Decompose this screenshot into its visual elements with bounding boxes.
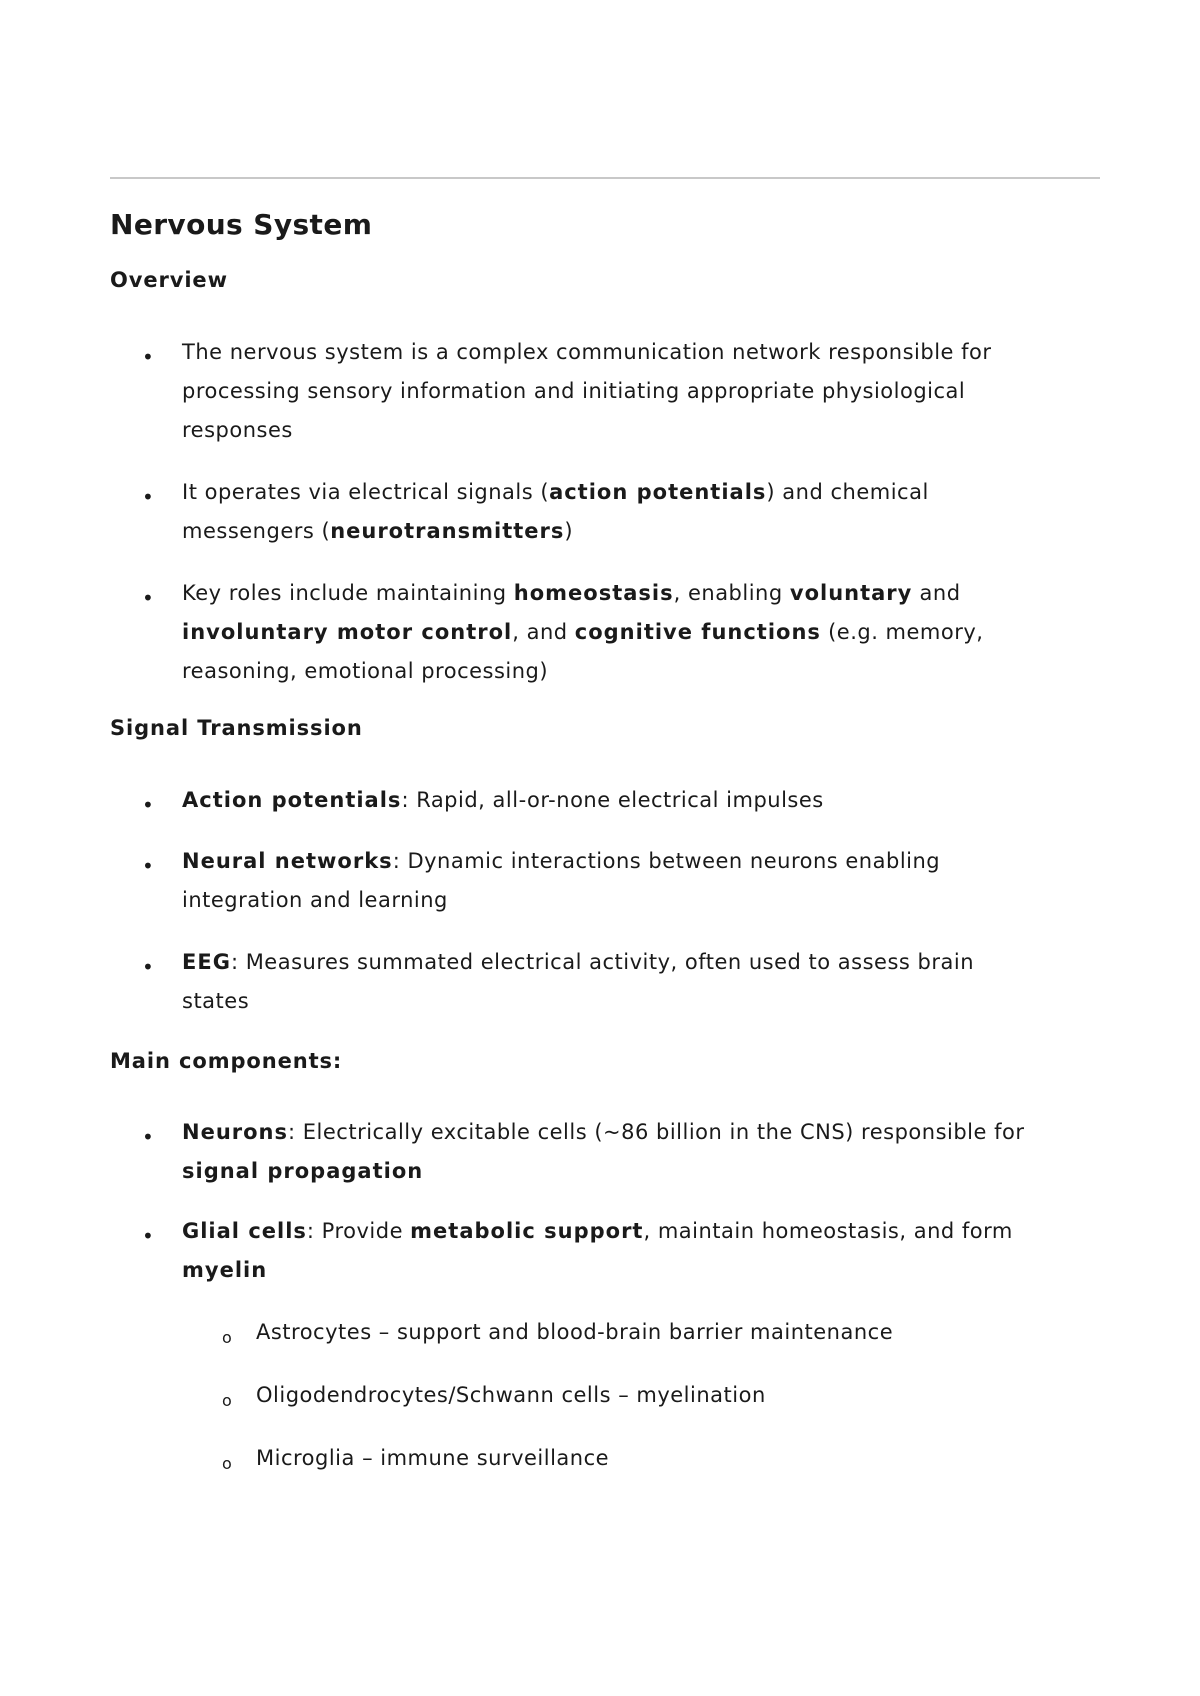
section-heading: Main components:: [110, 1049, 343, 1073]
list-item-line: [182, 781, 1082, 820]
subbullet-icon: o: [222, 1454, 232, 1473]
list-item: [182, 842, 1082, 920]
list-item-line: [182, 842, 1082, 881]
list-item: [182, 1113, 1082, 1191]
list-item: [182, 943, 1082, 1021]
text-run: : Measures summated electrical activity, often used to assess brain: [230, 950, 974, 974]
text-run: processing sensory information and initiating appropriate physiological: [182, 379, 966, 403]
text-run: Key roles include maintaining: [182, 581, 514, 605]
bullet-icon: •: [142, 854, 154, 878]
bullet-icon: •: [142, 345, 154, 369]
text-run: : Provide: [306, 1219, 411, 1243]
bullet-icon: •: [142, 1125, 154, 1149]
text-run: (e.g. memory,: [820, 620, 984, 644]
text-run: : Dynamic interactions between neurons enabling: [392, 849, 941, 873]
bold-term: metabolic support: [410, 1219, 644, 1243]
list-item-line: [182, 512, 1082, 551]
list-item-line: [182, 1212, 1082, 1251]
bold-term: signal propagation: [182, 1159, 424, 1183]
text-run: : Electrically excitable cells (~86 billion in the CNS) responsible for: [288, 1120, 1025, 1144]
text-run: messengers (: [182, 519, 331, 543]
list-item-line: [182, 1152, 1082, 1191]
list-item: [182, 333, 1082, 450]
list-item: [182, 473, 1082, 551]
sub-list-item: Microglia – immune surveillance: [256, 1446, 610, 1470]
bold-term: cognitive functions: [574, 620, 821, 644]
list-item-line: [182, 613, 1082, 652]
list-item-line: [182, 333, 1082, 372]
bullet-icon: •: [142, 485, 154, 509]
sub-list-item: Oligodendrocytes/Schwann cells – myelination: [256, 1383, 766, 1407]
text-run: ) and chemical: [766, 480, 929, 504]
bullet-icon: •: [142, 955, 154, 979]
bullet-icon: •: [142, 1224, 154, 1248]
bold-term: Neurons: [182, 1120, 289, 1144]
bold-term: voluntary: [789, 581, 913, 605]
list-item-line: [182, 1251, 1082, 1290]
bold-term: action potentials: [549, 480, 767, 504]
text-run: The nervous system is a complex communication network responsible for: [182, 340, 992, 364]
text-run: responses: [182, 418, 293, 442]
text-run: It operates via electrical signals (: [182, 480, 550, 504]
page-title: Nervous System: [110, 208, 373, 241]
bullet-icon: •: [142, 586, 154, 610]
header-divider: [110, 177, 1100, 179]
list-item-line: [182, 372, 1082, 411]
list-item: [182, 574, 1082, 691]
bold-term: Glial cells: [182, 1219, 307, 1243]
list-item-line: [182, 943, 1082, 982]
list-item-line: [182, 652, 1082, 691]
list-item-line: [182, 574, 1082, 613]
bold-term: EEG: [182, 950, 231, 974]
text-run: , and: [512, 620, 575, 644]
bold-term: myelin: [182, 1258, 268, 1282]
text-run: integration and learning: [182, 888, 448, 912]
bold-term: homeostasis: [513, 581, 674, 605]
text-run: , maintain homeostasis, and form: [643, 1219, 1013, 1243]
sub-list-item: Astrocytes – support and blood-brain barrier maintenance: [256, 1320, 894, 1344]
subbullet-icon: o: [222, 1328, 232, 1347]
list-item-line: [182, 881, 1082, 920]
text-run: : Rapid, all-or-none electrical impulses: [401, 788, 824, 812]
list-item-line: [182, 1113, 1082, 1152]
text-run: ): [564, 519, 574, 543]
bullet-icon: •: [142, 793, 154, 817]
text-run: reasoning, emotional processing): [182, 659, 549, 683]
list-item-line: [182, 982, 1082, 1021]
text-run: , enabling: [673, 581, 790, 605]
bold-term: Action potentials: [182, 788, 402, 812]
bold-term: involuntary motor control: [182, 620, 513, 644]
section-heading: Overview: [110, 268, 228, 292]
list-item: [182, 781, 1082, 820]
text-run: and: [912, 581, 961, 605]
section-heading: Signal Transmission: [110, 716, 363, 740]
bold-term: neurotransmitters: [330, 519, 565, 543]
list-item-line: [182, 473, 1082, 512]
list-item-line: [182, 411, 1082, 450]
bold-term: Neural networks: [182, 849, 393, 873]
subbullet-icon: o: [222, 1391, 232, 1410]
list-item: [182, 1212, 1082, 1290]
text-run: states: [182, 989, 250, 1013]
